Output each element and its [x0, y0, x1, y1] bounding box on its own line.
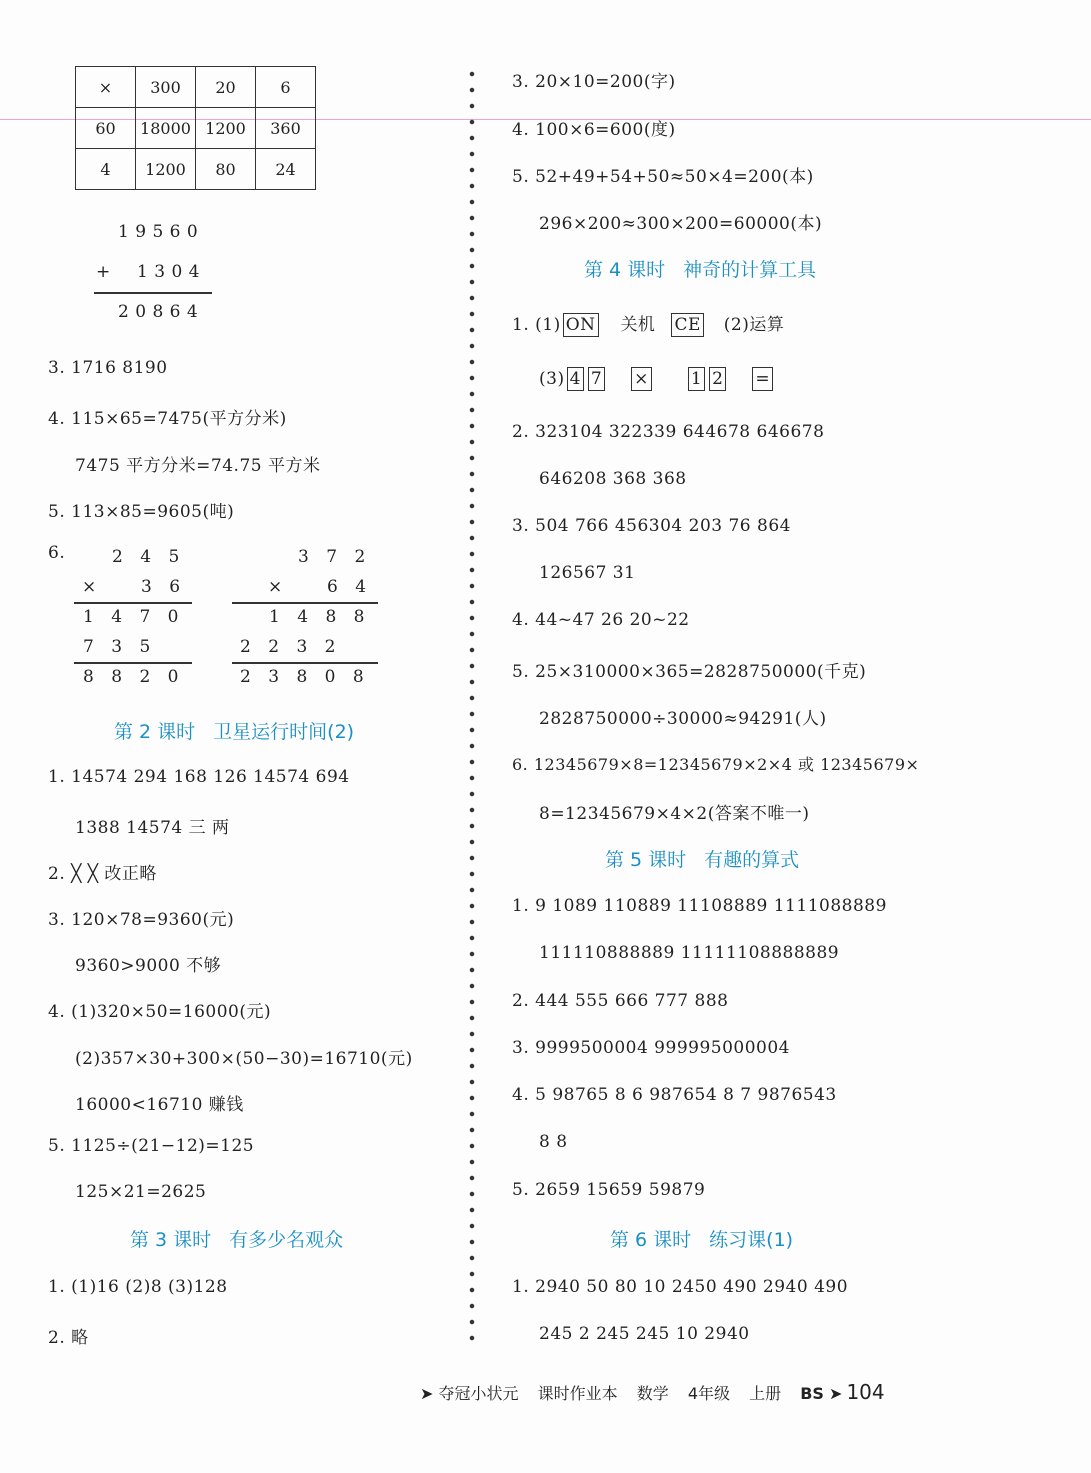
mult1-multiplier: 3 6 [141, 577, 187, 597]
mult2-multiplicand: 3 7 2 [298, 547, 372, 567]
mult2-rule [232, 662, 378, 664]
answer-line: 8 8 [539, 1132, 568, 1152]
answer-line: 2. 略 [48, 1328, 89, 1348]
grade: 4年级 [687, 1384, 731, 1403]
answer-line: 4. (1)320×50=16000(元) [48, 1002, 272, 1022]
page-number: 104 [846, 1380, 885, 1404]
arrow-icon: ➤ [829, 1384, 843, 1403]
answer-line: 125×21=2625 [75, 1182, 207, 1202]
mult2-operator: × [268, 577, 283, 597]
section-heading [584, 255, 816, 282]
book-name: 课时作业本 [537, 1384, 618, 1403]
answer-text: 关机 [620, 315, 656, 335]
answer-line [539, 367, 775, 391]
answer-line: (2)357×30+300×(50−30)=16710(元) [75, 1049, 413, 1069]
section-heading [130, 1225, 343, 1252]
lesson-title: 有趣的算式 [704, 849, 800, 871]
answer-line: 3. 504 766 456304 203 76 864 [512, 516, 791, 536]
table-cell: 20 [196, 67, 256, 108]
lesson-title: 练习课(1) [709, 1229, 794, 1251]
mult2-partial2: 2 2 3 2 [240, 637, 342, 657]
answer-line: 4. 100×6=600(度) [512, 120, 676, 140]
digit-key: 1 [688, 367, 705, 391]
answer-line: 4. 5 98765 8 6 987654 8 7 9876543 [512, 1085, 837, 1105]
table-cell: 24 [256, 149, 316, 190]
mult1-rule [74, 602, 192, 604]
answer-line: 126567 31 [539, 563, 636, 583]
answer-line: 5. 52+49+54+50≈50×4=200(本) [512, 167, 814, 187]
digit-key: 2 [709, 367, 726, 391]
answer-text: (3) [539, 369, 565, 389]
lesson-number: 第 3 课时 [130, 1229, 212, 1251]
answer-line: 2. 323104 322339 644678 646678 [512, 422, 825, 442]
lesson-number: 第 2 课时 [114, 721, 196, 743]
answer-line: 5. 113×85=9605(吨) [48, 502, 235, 522]
answer-line: 4. 44~47 26 20~22 [512, 610, 690, 630]
answer-line: 9360>9000 不够 [75, 956, 222, 976]
equals-key: = [752, 367, 773, 391]
answer-line: 296×200≈300×200=60000(本) [539, 214, 823, 234]
mult2-result: 2 3 8 0 8 [240, 667, 370, 687]
lesson-title: 神奇的计算工具 [683, 259, 817, 281]
table-cell: 6 [256, 67, 316, 108]
lesson-number: 第 5 课时 [605, 849, 687, 871]
table-row [76, 108, 316, 149]
addition-result: 2 0 8 6 4 [118, 302, 199, 322]
answer-line: 4. 115×65=7475(平方分米) [48, 409, 287, 429]
answer-line: 8=12345679×4×2(答案不唯一) [539, 804, 810, 824]
mult1-partial1: 1 4 7 0 [83, 607, 185, 627]
table-cell: 360 [256, 108, 316, 149]
table-row [76, 149, 316, 190]
mult2-rule [232, 602, 378, 604]
answer-line: 2. 444 555 666 777 888 [512, 991, 729, 1011]
answer-line: 3. 120×78=9360(元) [48, 910, 235, 930]
answer-line: 245 2 245 245 10 2940 [539, 1324, 750, 1344]
answer-line: 646208 368 368 [539, 469, 687, 489]
answer-line: 111110888889 11111108888889 [539, 943, 840, 963]
table-cell: 300 [136, 67, 196, 108]
answer-line: 1. 14574 294 168 126 14574 694 [48, 767, 350, 787]
edition: BS [800, 1384, 824, 1403]
answer-line: 1388 14574 三 两 [75, 818, 230, 838]
mult2-partial1: 1 4 8 8 [269, 607, 371, 627]
answer-line: 2828750000÷30000≈94291(人) [539, 709, 827, 729]
page-footer [420, 1380, 885, 1404]
answer-line: 3. 20×10=200(字) [512, 72, 676, 92]
on-key: ON [563, 313, 599, 337]
section-heading [605, 845, 799, 872]
answer-line: 2. ╳ ╳ 改正略 [48, 864, 157, 884]
answer-line: 5. 25×310000×365=2828750000(千克) [512, 662, 867, 682]
addition-rule [94, 292, 212, 294]
subject: 数学 [636, 1384, 669, 1403]
digit-key: 4 [567, 367, 584, 391]
table-cell: × [76, 67, 136, 108]
table-cell: 1200 [196, 108, 256, 149]
multiplication-table [75, 66, 316, 190]
mult1-rule [74, 662, 192, 664]
column-divider [469, 66, 475, 1341]
table-row [76, 67, 316, 108]
addition-operator: + [96, 262, 111, 282]
volume: 上册 [749, 1384, 782, 1403]
section-heading [610, 1225, 793, 1252]
lesson-title: 有多少名观众 [229, 1229, 344, 1251]
section-heading [114, 717, 354, 744]
answer-line: 6. 12345679×8=12345679×2×4 或 12345679× [512, 755, 920, 774]
multiply-key: × [631, 367, 652, 391]
addition-line2: 1 3 0 4 [137, 262, 200, 282]
answer-line: 16000<16710 赚钱 [75, 1095, 244, 1115]
answer-text: (2)运算 [723, 315, 785, 335]
digit-key: 7 [588, 367, 605, 391]
answer-line: 6. [48, 543, 66, 563]
answer-line: 1. 2940 50 80 10 2450 490 2940 490 [512, 1277, 849, 1297]
answer-line [512, 310, 784, 337]
table-cell: 1200 [136, 149, 196, 190]
arrow-icon: ➤ [420, 1384, 434, 1403]
mult2-multiplier: 6 4 [327, 577, 373, 597]
brand-name: 夺冠小状元 [438, 1384, 519, 1403]
lesson-number: 第 6 课时 [610, 1229, 692, 1251]
lesson-title: 卫星运行时间(2) [213, 721, 355, 743]
answer-line: 5. 1125÷(21−12)=125 [48, 1136, 255, 1156]
answer-line: 3. 9999500004 999995000004 [512, 1038, 790, 1058]
ce-key: CE [671, 313, 703, 337]
mult1-multiplicand: 2 4 5 [112, 547, 186, 567]
answer-line: 1. (1)16 (2)8 (3)128 [48, 1277, 228, 1297]
addition-line1: 1 9 5 6 0 [118, 222, 199, 242]
mult1-operator: × [82, 577, 97, 597]
table-cell: 80 [196, 149, 256, 190]
answer-text: 1. (1) [512, 315, 561, 335]
answer-line: 1. 9 1089 110889 11108889 1111088889 [512, 896, 887, 916]
table-cell: 18000 [136, 108, 196, 149]
answer-line: 3. 1716 8190 [48, 358, 168, 378]
table-cell: 4 [76, 149, 136, 190]
mult1-result: 8 8 2 0 [83, 667, 185, 687]
lesson-number: 第 4 课时 [584, 259, 666, 281]
answer-line: 7475 平方分米=74.75 平方米 [75, 456, 321, 476]
table-cell: 60 [76, 108, 136, 149]
answer-line: 5. 2659 15659 59879 [512, 1180, 706, 1200]
mult1-partial2: 7 3 5 [83, 637, 157, 657]
